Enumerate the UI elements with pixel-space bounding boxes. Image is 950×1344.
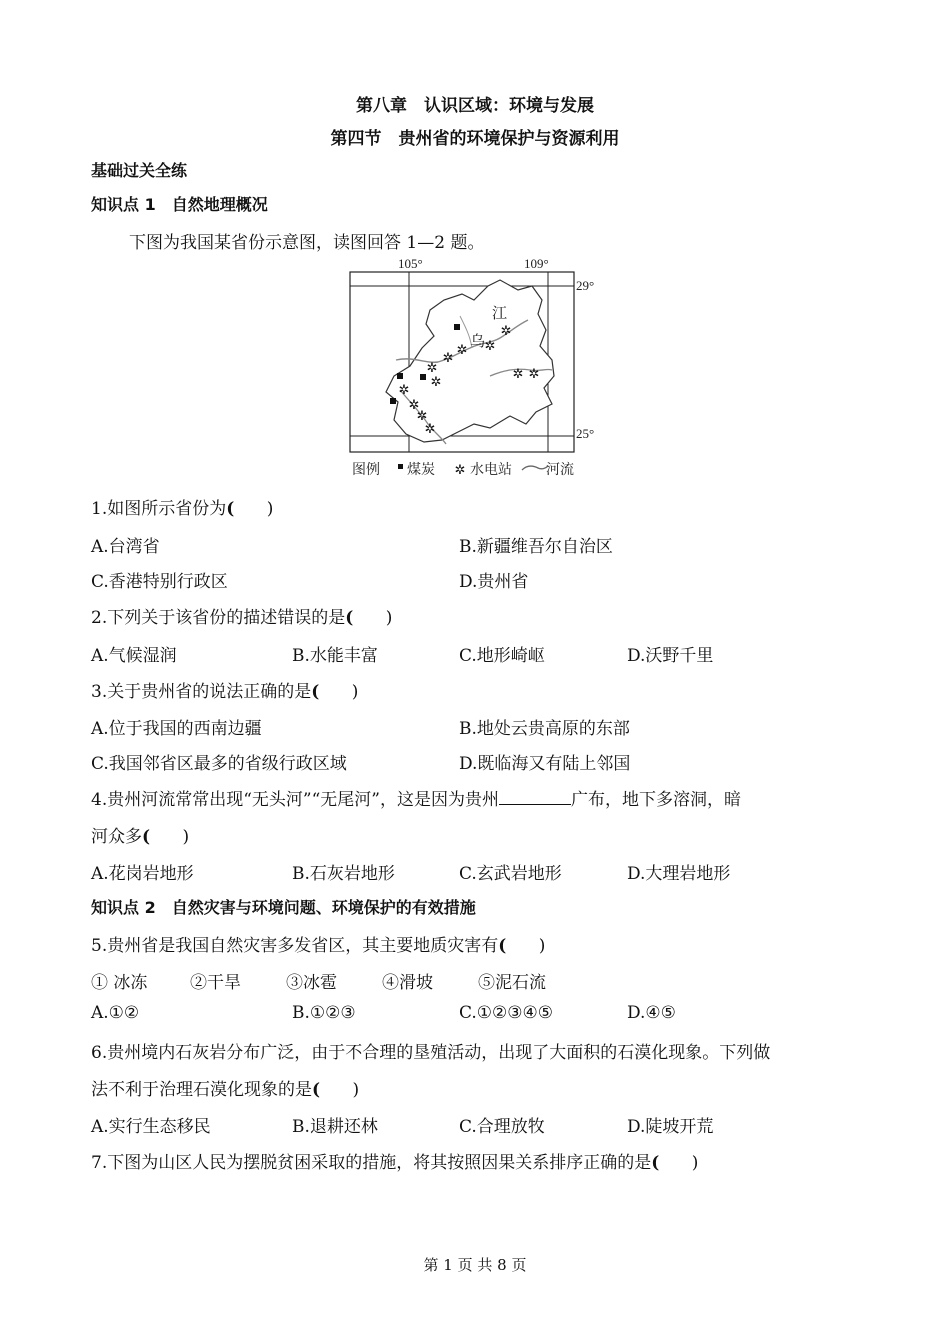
hydro-station-icon: ✲ — [500, 323, 512, 338]
q3-option-a[interactable]: A.位于我国的西南边疆 — [91, 719, 262, 739]
q6-option-c[interactable]: C.合理放牧 — [459, 1117, 545, 1137]
legend-river-label: 河流 — [546, 463, 574, 478]
hydro-station-icon: ✲ — [484, 338, 496, 353]
province-map — [340, 252, 610, 484]
q1-option-b[interactable]: B.新疆维吾尔自治区 — [459, 537, 613, 557]
q2-option-a[interactable]: A.气候湿润 — [91, 646, 177, 666]
question-5: 5.贵州省是我国自然灾害多发省区，其主要地质灾害有( ) — [91, 936, 546, 956]
q4-option-a[interactable]: A.花岗岩地形 — [91, 864, 194, 884]
q2-option-d[interactable]: D.沃野千里 — [627, 646, 714, 666]
hydro-station-icon: ✲ — [528, 366, 540, 381]
question-3: 3.关于贵州省的说法正确的是( ) — [91, 682, 359, 702]
hydro-station-icon: ✲ — [442, 350, 454, 365]
q2-option-c[interactable]: C.地形崎岖 — [459, 646, 545, 666]
hydro-station-icon: ✲ — [398, 382, 410, 397]
coal-marker — [390, 398, 396, 404]
legend-hydro-label: 水电站 — [470, 463, 512, 478]
q6-option-d[interactable]: D.陡坡开荒 — [627, 1117, 714, 1137]
question-4-line-2: 河众多( ) — [91, 827, 190, 847]
section-title: 第四节 贵州省的环境保护与资源利用 — [330, 129, 620, 149]
q1-option-d[interactable]: D.贵州省 — [459, 572, 529, 592]
q3-option-b[interactable]: B.地处云贵高原的东部 — [459, 719, 630, 739]
page-footer: 第 1 页 共 8 页 — [423, 1256, 527, 1274]
coal-marker — [420, 374, 426, 380]
knowledge-point-2: 知识点 2 自然灾害与环境问题、环境保护的有效措施 — [91, 898, 476, 917]
q5-option-a[interactable]: A.①② — [91, 1003, 140, 1023]
q1-option-c[interactable]: C.香港特别行政区 — [91, 572, 228, 592]
q6-option-b[interactable]: B.退耕还林 — [292, 1117, 378, 1137]
answer-blank[interactable] — [499, 788, 571, 805]
province-outline — [386, 280, 554, 442]
legend-river-icon — [522, 466, 548, 470]
hydro-station-icon: ✲ — [408, 397, 420, 412]
q5-item-3: ③冰雹 — [286, 973, 337, 993]
legend-coal-icon — [398, 464, 403, 469]
hydro-station-icon: ✲ — [426, 360, 438, 375]
coal-marker — [397, 373, 403, 379]
q5-option-c[interactable]: C.①②③④⑤ — [459, 1003, 554, 1023]
q4-option-b[interactable]: B.石灰岩地形 — [292, 864, 395, 884]
legend-title: 图例 — [352, 463, 380, 478]
river-label-wu: 乌 — [470, 334, 486, 350]
hydro-station-icon: ✲ — [456, 342, 468, 357]
question-1: 1.如图所示省份为( ) — [91, 499, 274, 519]
q5-item-2: ②干旱 — [190, 973, 241, 993]
lon-label-109: 109° — [524, 256, 549, 271]
legend-coal-label: 煤炭 — [407, 463, 435, 478]
question-6-line-2: 法不利于治理石漠化现象的是( ) — [91, 1080, 360, 1100]
lat-label-25: 25° — [576, 426, 595, 441]
q2-option-b[interactable]: B.水能丰富 — [292, 646, 378, 666]
q5-item-4: ④滑坡 — [382, 973, 433, 993]
intro-text: 下图为我国某省份示意图，读图回答 1—2 题。 — [129, 233, 485, 253]
question-2: 2.下列关于该省份的描述错误的是( ) — [91, 608, 393, 628]
q4-option-d[interactable]: D.大理岩地形 — [627, 864, 731, 884]
coal-marker — [454, 324, 460, 330]
hydro-station-icon: ✲ — [512, 366, 524, 381]
question-7: 7.下图为山区人民为摆脱贫困采取的措施，将其按照因果关系排序正确的是( ) — [91, 1153, 699, 1173]
q5-item-5: ⑤泥石流 — [478, 973, 546, 993]
question-6-line-1: 6.贵州境内石灰岩分布广泛，由于不合理的垦殖活动，出现了大面积的石漠化现象。下列做 — [91, 1043, 771, 1063]
lat-label-29: 29° — [576, 278, 595, 293]
q3-option-c[interactable]: C.我国邻省区最多的省级行政区域 — [91, 754, 347, 774]
knowledge-point-1: 知识点 1 自然地理概况 — [91, 195, 268, 214]
lon-label-105: 105° — [398, 256, 423, 271]
question-4-line-1: 4.贵州河流常常出现“无头河”“无尾河”，这是因为贵州 广布，地下多溶洞，暗 — [91, 790, 741, 810]
q5-option-b[interactable]: B.①②③ — [292, 1003, 356, 1023]
q6-option-a[interactable]: A.实行生态移民 — [91, 1117, 211, 1137]
q5-option-d[interactable]: D.④⑤ — [627, 1003, 676, 1023]
q4-option-c[interactable]: C.玄武岩地形 — [459, 864, 562, 884]
hydro-station-icon: ✲ — [424, 421, 436, 436]
q1-option-a[interactable]: A.台湾省 — [91, 537, 160, 557]
legend-hydro-icon: ✲ — [454, 462, 466, 477]
hydro-station-icon: ✲ — [430, 374, 442, 389]
hydro-station-icon: ✲ — [416, 408, 428, 423]
river-label-jiang: 江 — [492, 306, 508, 322]
practice-title: 基础过关全练 — [91, 161, 188, 180]
chapter-title: 第八章 认识区域：环境与发展 — [356, 96, 594, 116]
q3-option-d[interactable]: D.既临海又有陆上邻国 — [459, 754, 631, 774]
q5-item-1: ① 冰冻 — [91, 973, 148, 993]
